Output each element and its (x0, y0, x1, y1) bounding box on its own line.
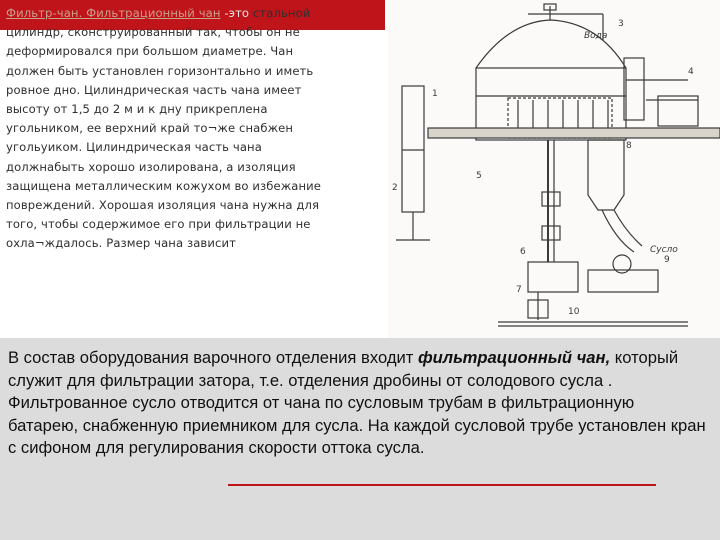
diagram-label: 10 (568, 307, 580, 317)
paragraph-intro: В состав оборудования варочного отделения входит (8, 348, 418, 367)
diagram-label: 1 (432, 89, 438, 99)
lead-rest: -это (220, 6, 250, 20)
term-filter-tun: фильтрационный чан, (417, 348, 611, 367)
diagram-label: 9 (664, 255, 670, 265)
diagram-label: 5 (476, 171, 482, 181)
paragraph-rest: который служит для фильтрации затора, т.е. отделения дробины от солодового сусла . Фильтрованное сусло отводится от чана по сусловым трубам в фильтрационную батарею, снабженную приемником для сусла. На каждой сусловой трубе установлен кран с сифоном для регулирования скорости оттока сусла. (8, 348, 706, 458)
description-text (6, 4, 328, 254)
diagram-label: 7 (516, 285, 522, 295)
diagram-label: 4 (688, 67, 694, 77)
diagram-label: 3 (618, 19, 624, 29)
diagram-label-wort: Сусло (650, 245, 678, 255)
filter-tun-diagram (388, 0, 720, 338)
equipment-paragraph (8, 347, 708, 460)
diagram-label: 8 (626, 141, 632, 151)
red-underline (228, 484, 656, 486)
diagram-label: 6 (520, 247, 526, 257)
diagram-label: 2 (392, 183, 398, 193)
filter-tun-link[interactable]: Фильтр-чан. Фильтрационный чан (6, 6, 221, 20)
description-body: стальной цилиндр, сконструированный так, чтобы он не деформировался при большом диаметре. Чан должен быть установлен горизонтально и иметь ровное дно. Цилиндрическая часть чана имеет высоту от 1,5 до 2 м и к дну прикреплена угольником, ее верхний край то¬же снабжен угольуиком. Цилиндрическая часть чана должнабыть хорошо изолирована, а изоляция защищена металлическим кожухом во избежание повреждений. Хорошая изоляция чана нужна для того, чтобы содержимое его при фильтрации не охла¬ждалось. Размер чана зависит (6, 6, 322, 251)
diagram-label-water: Вода (584, 31, 608, 41)
